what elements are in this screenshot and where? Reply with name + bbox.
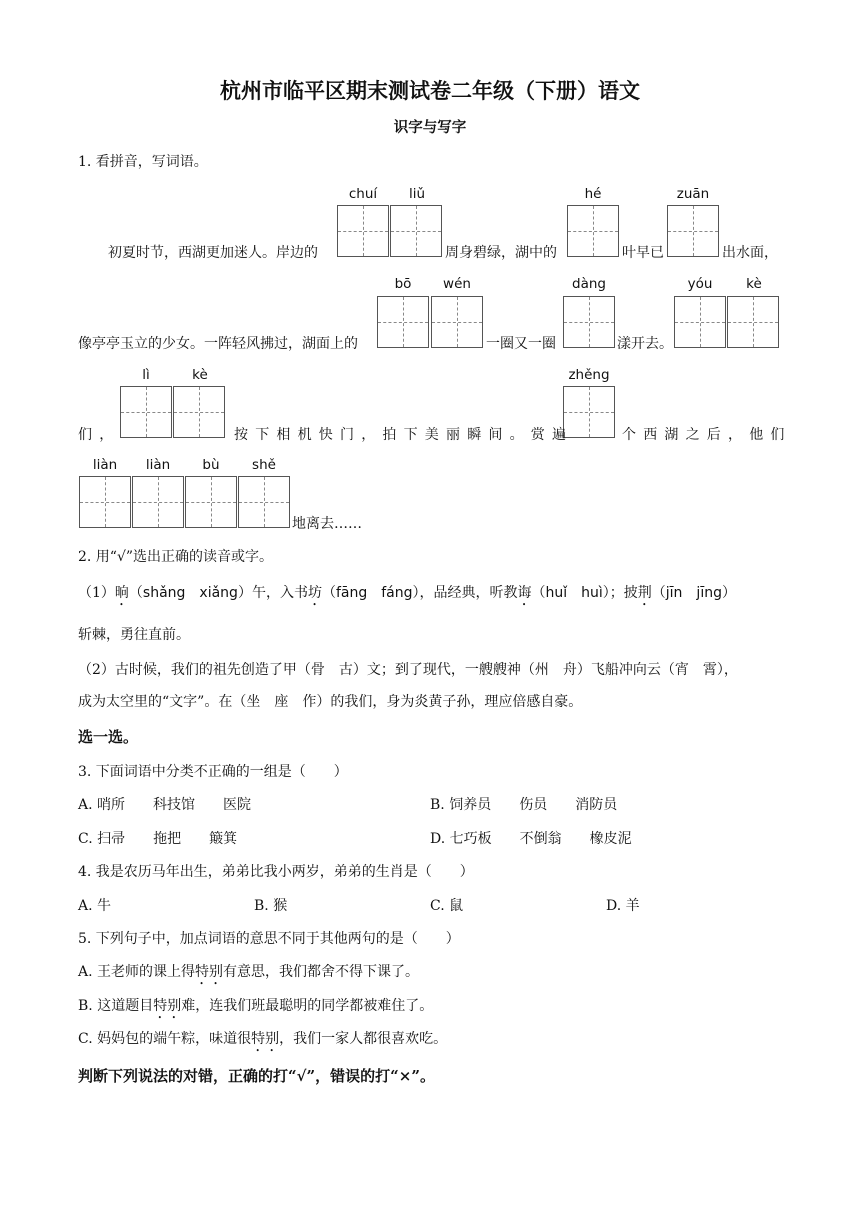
writing-box[interactable] [79, 476, 131, 528]
option-b[interactable]: B. 猴 [254, 898, 288, 914]
question-1-stem: 1. 看拼音，写词语。 [78, 154, 208, 170]
pinyin-label: hé [584, 186, 602, 202]
question-2-line-3: （2）古时候，我们的祖先创造了甲（骨 古）文；到了现代，一艘艘神（州 舟）飞船冲向云（宵 霄）， [78, 662, 738, 678]
section-heading-true-false: 判断下列说法的对错，正确的打“√”，错误的打“×”。 [78, 1067, 435, 1085]
pinyin-label: zuān [676, 186, 710, 202]
pinyin-label: yóu [687, 276, 713, 292]
pinyin-label: shě [252, 457, 276, 473]
pinyin-label: liàn [145, 457, 171, 473]
passage-text: 叶早已 [622, 245, 664, 261]
pinyin-label: chuí [348, 186, 378, 202]
section-heading-literacy: 识字与写字 [393, 119, 467, 136]
pinyin-label: lì [142, 367, 150, 383]
passage-text: 们， [78, 427, 121, 443]
pinyin-label: bù [202, 457, 220, 473]
option-d[interactable]: D. 羊 [606, 898, 640, 914]
option-c[interactable]: C. 鼠 [430, 898, 464, 914]
option-a[interactable]: A. 牛 [78, 898, 112, 914]
option-a[interactable]: A. 哨所 科技馆 医院 [78, 797, 252, 813]
passage-text: 像亭亭玉立的少女。一阵轻风拂过，湖面上的 [78, 336, 358, 352]
writing-box[interactable] [132, 476, 184, 528]
pinyin-label: wén [443, 276, 471, 292]
pinyin-label: dàng [572, 276, 606, 292]
passage-text: 一圈又一圈 [486, 336, 556, 352]
passage-text: 地离去…… [292, 516, 362, 532]
writing-box[interactable] [173, 386, 225, 438]
writing-box[interactable] [674, 296, 726, 348]
pinyin-label: bō [394, 276, 412, 292]
writing-box[interactable] [727, 296, 779, 348]
pinyin-label: kè [746, 276, 762, 292]
pinyin-label: liàn [92, 457, 118, 473]
writing-box[interactable] [667, 205, 719, 257]
passage-text: 漾开去。 [617, 336, 673, 352]
passage-text: 初夏时节，西湖更加迷人。岸边的 [108, 245, 318, 261]
question-5-stem: 5. 下列句子中，加点词语的意思不同于其他两句的是（ ） [78, 931, 460, 947]
passage-text: 个西湖之后，他们 [622, 427, 792, 443]
option-d[interactable]: D. 七巧板 不倒翁 橡皮泥 [430, 831, 632, 847]
question-4-stem: 4. 我是农历马年出生，弟弟比我小两岁，弟弟的生肖是（ ） [78, 864, 474, 880]
exam-title: 杭州市临平区期末测试卷二年级（下册）语文 [220, 78, 640, 103]
question-2-line-2: 斩棘，勇往直前。 [78, 627, 190, 643]
option-b[interactable]: B. 饲养员 伤员 消防员 [430, 797, 618, 813]
question-2-stem: 2. 用“√”选出正确的读音或字。 [78, 549, 274, 565]
passage-text: 周身碧绿，湖中的 [445, 245, 557, 261]
writing-box[interactable] [567, 205, 619, 257]
pinyin-label: zhěng [568, 367, 610, 383]
writing-box[interactable] [377, 296, 429, 348]
passage-text: 出水面， [722, 245, 778, 261]
writing-box[interactable] [431, 296, 483, 348]
option-b[interactable]: B. 这道题目特别难，连我们班最聪明的同学都被难住了。 [78, 998, 434, 1014]
pinyin-label: kè [192, 367, 208, 383]
writing-box[interactable] [238, 476, 290, 528]
writing-box[interactable] [390, 205, 442, 257]
writing-box[interactable] [563, 296, 615, 348]
question-2-line-4: 成为太空里的“文字”。在（坐 座 作）的我们，身为炎黄子孙，理应倍感自豪。 [78, 694, 583, 710]
option-c[interactable]: C. 妈妈包的端午粽，味道很特别，我们一家人都很喜欢吃。 [78, 1031, 448, 1047]
question-3-stem: 3. 下面词语中分类不正确的一组是（ ） [78, 764, 348, 780]
pinyin-label: liǔ [408, 186, 426, 202]
section-heading-choice: 选一选。 [78, 728, 139, 746]
writing-box[interactable] [337, 205, 389, 257]
option-c[interactable]: C. 扫帚 拖把 簸箕 [78, 831, 238, 847]
option-a[interactable]: A. 王老师的课上得特别有意思，我们都舍不得下课了。 [78, 964, 420, 980]
writing-box[interactable] [185, 476, 237, 528]
passage-text: 按下相机快门，拍下美丽瞬间。赏遍 [234, 427, 574, 443]
question-2-line-1: （1）晌（shǎng xiǎng）午，入书坊（fāng fáng），品经典，听教诲（huǐ huì）；披荆（jīn jīng） [78, 585, 736, 601]
writing-box[interactable] [120, 386, 172, 438]
